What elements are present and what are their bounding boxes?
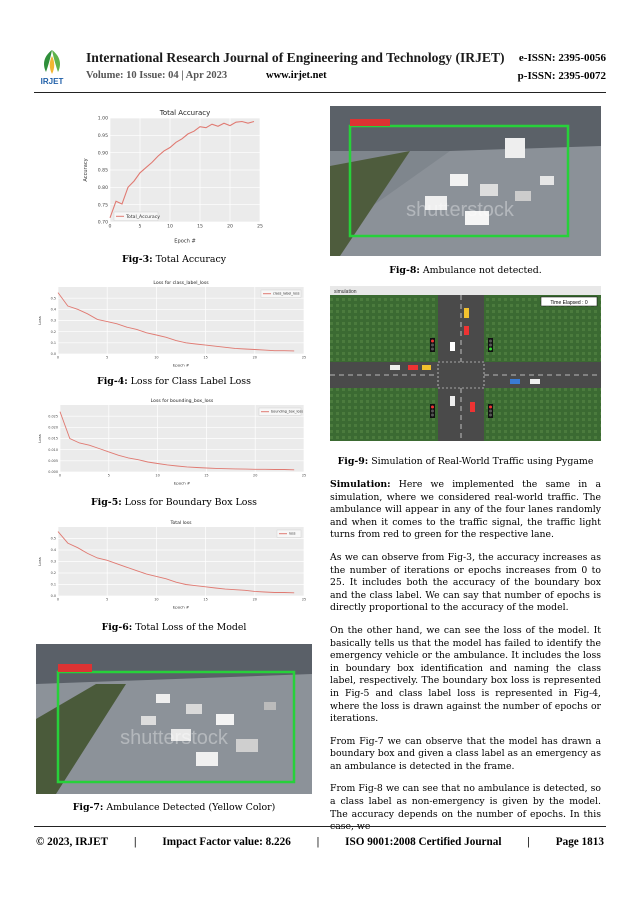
- simulation-scene: [330, 286, 601, 441]
- caption-fig8-text: Ambulance not detected.: [419, 265, 542, 276]
- y-tick-label: 0.70: [97, 220, 108, 226]
- chart-bounding-box-loss: [36, 396, 312, 486]
- x-tick-label: 0: [56, 597, 60, 602]
- caption-fig7-label: Fig-7:: [72, 802, 104, 813]
- y-tick-label: 0.020: [48, 425, 58, 430]
- x-tick-label: 20: [252, 597, 257, 602]
- footer-divider: [34, 826, 606, 827]
- caption-fig3: [80, 254, 268, 265]
- journal-title: International Research Journal of Engineering and Technology (IRJET): [86, 50, 505, 65]
- y-tick-label: 0.80: [97, 185, 108, 191]
- caption-fig5-label: Fig-5:: [91, 497, 122, 508]
- x-axis-label: Epoch #: [173, 480, 191, 486]
- pygame-simulation-window: [330, 286, 601, 441]
- chart-title: Total Accuracy: [159, 109, 211, 117]
- y-tick-label: 0.025: [48, 414, 58, 419]
- y-tick-label: 0.005: [48, 459, 58, 464]
- y-tick-label: 0.3: [50, 318, 56, 323]
- caption-fig8: [330, 265, 601, 276]
- body-text: [330, 479, 601, 844]
- chart-class-label-loss: [36, 278, 312, 368]
- x-tick-label: 10: [154, 355, 159, 360]
- caption-fig6-text: Total Loss of the Model: [132, 622, 247, 633]
- footer-separator: |: [316, 836, 320, 848]
- chart-title: Loss for class_label_loss: [153, 281, 209, 286]
- caption-fig6-label: Fig-6:: [101, 622, 133, 633]
- footer-iso: ISO 9001:2008 Certified Journal: [345, 836, 502, 848]
- caption-fig7-text: Ambulance Detected (Yellow Color): [103, 802, 276, 813]
- caption-fig5-text: Loss for Boundary Box Loss: [121, 497, 257, 508]
- x-tick-label: 20: [253, 473, 258, 478]
- y-tick-label: 0.2: [50, 571, 56, 576]
- chart-title: Loss for bounding_box_loss: [150, 399, 214, 404]
- y-tick-label: 0.4: [50, 307, 56, 312]
- journal-header: [34, 44, 606, 94]
- chart-total-loss: [36, 518, 312, 610]
- traffic-photo-ambulance-detected: [36, 644, 312, 794]
- x-tick-label: 10: [154, 597, 159, 602]
- x-tick-label: 0: [56, 355, 60, 360]
- legend-label: bounding_box_loss: [271, 409, 303, 414]
- x-tick-label: 10: [155, 473, 160, 478]
- journal-website-link[interactable]: www.irjet.net: [266, 70, 327, 81]
- x-tick-label: 15: [197, 224, 203, 230]
- footer-page-number: Page 1813: [555, 836, 604, 848]
- caption-fig6: [36, 622, 312, 633]
- y-tick-label: 0.5: [50, 536, 56, 541]
- caption-fig7: [36, 802, 312, 813]
- y-tick-label: 1.00: [97, 116, 108, 122]
- y-tick-label: 0.015: [48, 436, 58, 441]
- y-tick-label: 0.1: [50, 582, 56, 587]
- y-axis-label: Loss: [37, 316, 42, 325]
- traffic-scene-fig8: [330, 106, 601, 256]
- y-axis-label: Loss: [37, 557, 42, 566]
- caption-fig4-label: Fig-4:: [97, 376, 128, 387]
- y-tick-label: 0.2: [50, 329, 56, 334]
- caption-fig3-label: Fig-3:: [121, 254, 153, 265]
- p-issn: p-ISSN: 2395-0072: [517, 70, 606, 82]
- y-tick-label: 0.0: [50, 352, 56, 357]
- x-tick-label: 25: [301, 473, 307, 478]
- y-tick-label: 0.010: [48, 447, 58, 452]
- simulation-window-title: simulation: [334, 289, 357, 295]
- traffic-photo-ambulance-not-detected: [330, 106, 601, 256]
- y-tick-label: 0.90: [97, 151, 108, 157]
- caption-fig9-label: Fig-9:: [337, 456, 369, 467]
- y-tick-label: 0.85: [97, 168, 108, 174]
- y-axis-label: Accuracy: [83, 158, 89, 182]
- footer-separator: |: [527, 836, 530, 848]
- x-tick-label: 25: [301, 355, 307, 360]
- x-axis-label: Epoch #: [172, 362, 190, 368]
- caption-fig9-text: Simulation of Real-World Traffic using Pygame: [368, 456, 594, 467]
- e-issn: e-ISSN: 2395-0056: [518, 52, 606, 64]
- y-tick-label: 0.3: [50, 559, 56, 564]
- y-tick-label: 0.000: [48, 470, 58, 475]
- paragraph-accuracy: As we can observe from Fig-3, the accuracy increases as the number of iterations or epochs increases from 0 to 25. It includes both the accuracy of the boundary box and the class label. We can say that number of epochs is directly proportional to the accuracy of the model.: [330, 551, 601, 614]
- logo-text: IRJET: [40, 77, 64, 86]
- paragraph-1-text: Here we implemented the same in a simulation, where we considered real-world traffic. The ambulance will appear in any of the four lanes randomly and when it comes to the traffic signal, the traffic light turns from red to green for the respective lane.: [330, 479, 601, 541]
- x-tick-label: 15: [204, 473, 209, 478]
- x-tick-label: 20: [227, 224, 233, 230]
- footer-impact-factor: Impact Factor value: 8.226: [162, 836, 291, 848]
- x-tick-label: 15: [203, 597, 208, 602]
- paragraph-loss: On the other hand, we can see the loss of the model. It basically tells us that the model has failed to identify the emergency vehicle or the ambulance. It includes the loss in boundary box identification and naming the class label, respectively. The boundary box loss is represented in Fig-5 and class label loss is represented in Fig-4, where the loss is drawn against the number of epochs or iterations.: [330, 624, 601, 725]
- legend-label: Total_Accuracy: [126, 214, 160, 220]
- y-axis-label: Loss: [37, 434, 42, 443]
- paragraph-fig8: From Fig-8 we can see that no ambulance is detected, so a class label as non-emergency is given by the model. The accuracy depends on the number of epochs. In this case, we: [330, 783, 601, 833]
- caption-fig3-text: Total Accuracy: [152, 254, 227, 265]
- y-tick-label: 0.95: [97, 133, 108, 139]
- watermark-fig7: shutterstock: [120, 727, 228, 749]
- watermark-fig8: shutterstock: [406, 199, 514, 221]
- simulation-label: Simulation:: [330, 479, 391, 490]
- footer-copyright: © 2023, IRJET: [36, 836, 109, 848]
- caption-fig5: [36, 497, 312, 508]
- x-tick-label: 10: [167, 224, 173, 230]
- y-tick-label: 0.0: [50, 594, 56, 599]
- caption-fig8-label: Fig-8:: [389, 265, 420, 276]
- header-divider: [34, 92, 606, 93]
- y-tick-label: 0.5: [50, 296, 56, 301]
- y-tick-label: 0.4: [50, 548, 56, 553]
- footer-separator: |: [134, 836, 137, 848]
- caption-fig9: [330, 456, 601, 467]
- x-tick-label: 5: [138, 224, 142, 230]
- legend-label: loss: [289, 531, 296, 536]
- legend-label: class_label_loss: [273, 291, 300, 296]
- x-tick-label: 0: [108, 224, 112, 230]
- caption-fig4-text: Loss for Class Label Loss: [127, 376, 251, 387]
- x-axis-label: Epoch #: [172, 604, 190, 610]
- page-footer: [36, 836, 604, 848]
- paragraph-simulation: [330, 479, 601, 542]
- x-tick-label: 5: [106, 355, 109, 360]
- y-tick-label: 0.1: [50, 341, 56, 346]
- paragraph-fig7: From Fig-7 we can observe that the model has drawn a boundary box and given a class label as an emergency as an ambulance is detected in the frame.: [330, 735, 601, 772]
- x-tick-label: 20: [252, 355, 257, 360]
- caption-fig4: [36, 376, 312, 387]
- x-tick-label: 0: [58, 473, 62, 478]
- x-tick-label: 5: [106, 597, 109, 602]
- chart-total-accuracy: [80, 104, 268, 244]
- irjet-logo-icon: [34, 46, 70, 86]
- chart-title: Total loss: [170, 521, 192, 526]
- y-tick-label: 0.75: [97, 203, 108, 209]
- x-tick-label: 25: [301, 597, 307, 602]
- x-tick-label: 5: [107, 473, 110, 478]
- traffic-scene-fig7: [36, 644, 312, 794]
- x-tick-label: 15: [203, 355, 208, 360]
- volume-issue: Volume: 10 Issue: 04 | Apr 2023: [86, 70, 228, 81]
- x-tick-label: 25: [257, 224, 263, 230]
- x-axis-label: Epoch #: [174, 238, 196, 244]
- time-elapsed-label: Time Elapsed : 0: [550, 300, 588, 306]
